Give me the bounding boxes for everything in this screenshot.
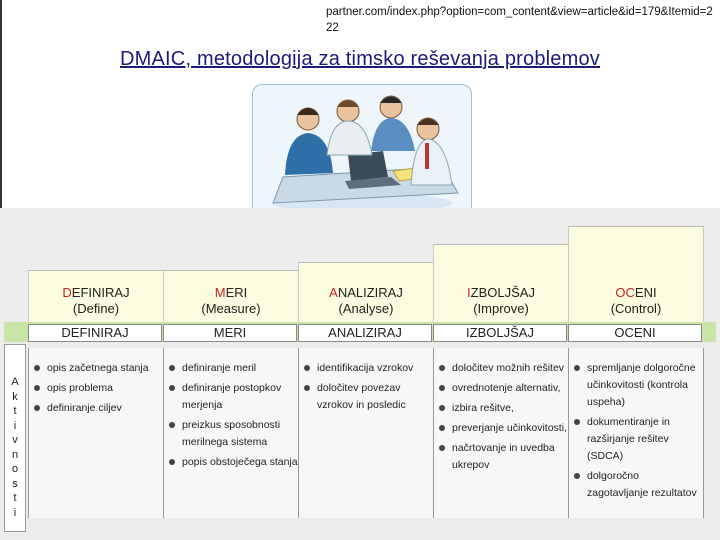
phase-header-improve (433, 244, 569, 323)
activity-item: določitev povezav vzrokov in posledic (299, 380, 433, 414)
phase-initial: I (467, 285, 471, 300)
activity-item: definiranje ciljev (29, 400, 163, 417)
phase-header-control (568, 226, 704, 323)
team-meeting-clipart-icon (253, 85, 471, 217)
activities-control (568, 348, 704, 518)
phase-subtitle: (Control) (610, 301, 662, 316)
activity-item: preverjanje učinkovitosti, (434, 420, 568, 437)
activity-item: načrtovanje in uvedba ukrepov (434, 440, 568, 474)
activity-item: dolgoročno zagotavljanje rezultatov (569, 468, 703, 502)
phase-name: ZBOLJŠAJ (470, 285, 535, 300)
side-letter: i (13, 506, 17, 519)
tab-define: DEFINIRAJ (28, 324, 162, 342)
activity-item: identifikacija vzrokov (299, 360, 433, 377)
phase-initial: OC (615, 285, 635, 300)
phase-header-analyse (298, 262, 434, 323)
phase-name: ERI (225, 285, 248, 300)
tab-improve: IZBOLJŠAJ (433, 324, 567, 342)
activities-measure (163, 348, 299, 518)
activity-item: preizkus sposobnosti merilnega sistema (164, 417, 298, 451)
activity-item: spremljanje dolgoročne učinkovitosti (kontrola uspeha) (569, 360, 703, 411)
activities-improve (433, 348, 569, 518)
activity-item: ovrednotenje alternativ, (434, 380, 568, 397)
activity-item: definiranje meril (164, 360, 298, 377)
activity-item: opis problema (29, 380, 163, 397)
activities-side-label (4, 344, 26, 532)
phase-initial: M (214, 285, 226, 300)
activity-item: definiranje postopkov merjenja (164, 380, 298, 414)
phase-initial: D (62, 285, 72, 300)
phase-subtitle: (Analyse) (338, 301, 394, 316)
tab-measure: MERI (163, 324, 297, 342)
activities-define (28, 348, 164, 518)
phase-name: ENI (634, 285, 657, 300)
phase-name: EFINIRAJ (71, 285, 130, 300)
side-letter: o (11, 463, 19, 475)
activities-analyse (298, 348, 434, 518)
side-letter: A (11, 376, 19, 388)
phase-header-define (28, 270, 164, 323)
team-meeting-illustration (252, 84, 472, 218)
phase-subtitle: (Define) (72, 301, 120, 316)
phase-header-measure (163, 270, 299, 323)
side-letter: i (13, 419, 17, 432)
activity-item: izbira rešitve, (434, 400, 568, 417)
activity-item: popis obstoječega stanja (164, 454, 298, 471)
tab-control: OCENI (568, 324, 702, 342)
phase-name: NALIZIRAJ (337, 285, 403, 300)
side-letter: t (13, 492, 17, 504)
side-letter: v (12, 434, 18, 446)
activity-item: dokumentiranje in razširjanje rešitev (SDCA) (569, 414, 703, 465)
side-letter: t (13, 405, 17, 417)
side-letter: k (12, 390, 18, 403)
source-url: partner.com/index.php?option=com_content&view=article&id=179&Itemid=222 (326, 6, 713, 34)
side-letter: n (11, 448, 19, 461)
side-letter: s (12, 477, 18, 490)
slide-title: DMAIC, metodologija za timsko reševanja problemov (120, 48, 600, 70)
phase-subtitle: (Improve) (473, 301, 529, 316)
activity-item: določitev možnih rešitev (434, 360, 568, 377)
tab-analyse: ANALIZIRAJ (298, 324, 432, 342)
phase-initial: A (329, 285, 338, 300)
phase-subtitle: (Measure) (201, 301, 261, 316)
activity-item: opis začetnega stanja (29, 360, 163, 377)
